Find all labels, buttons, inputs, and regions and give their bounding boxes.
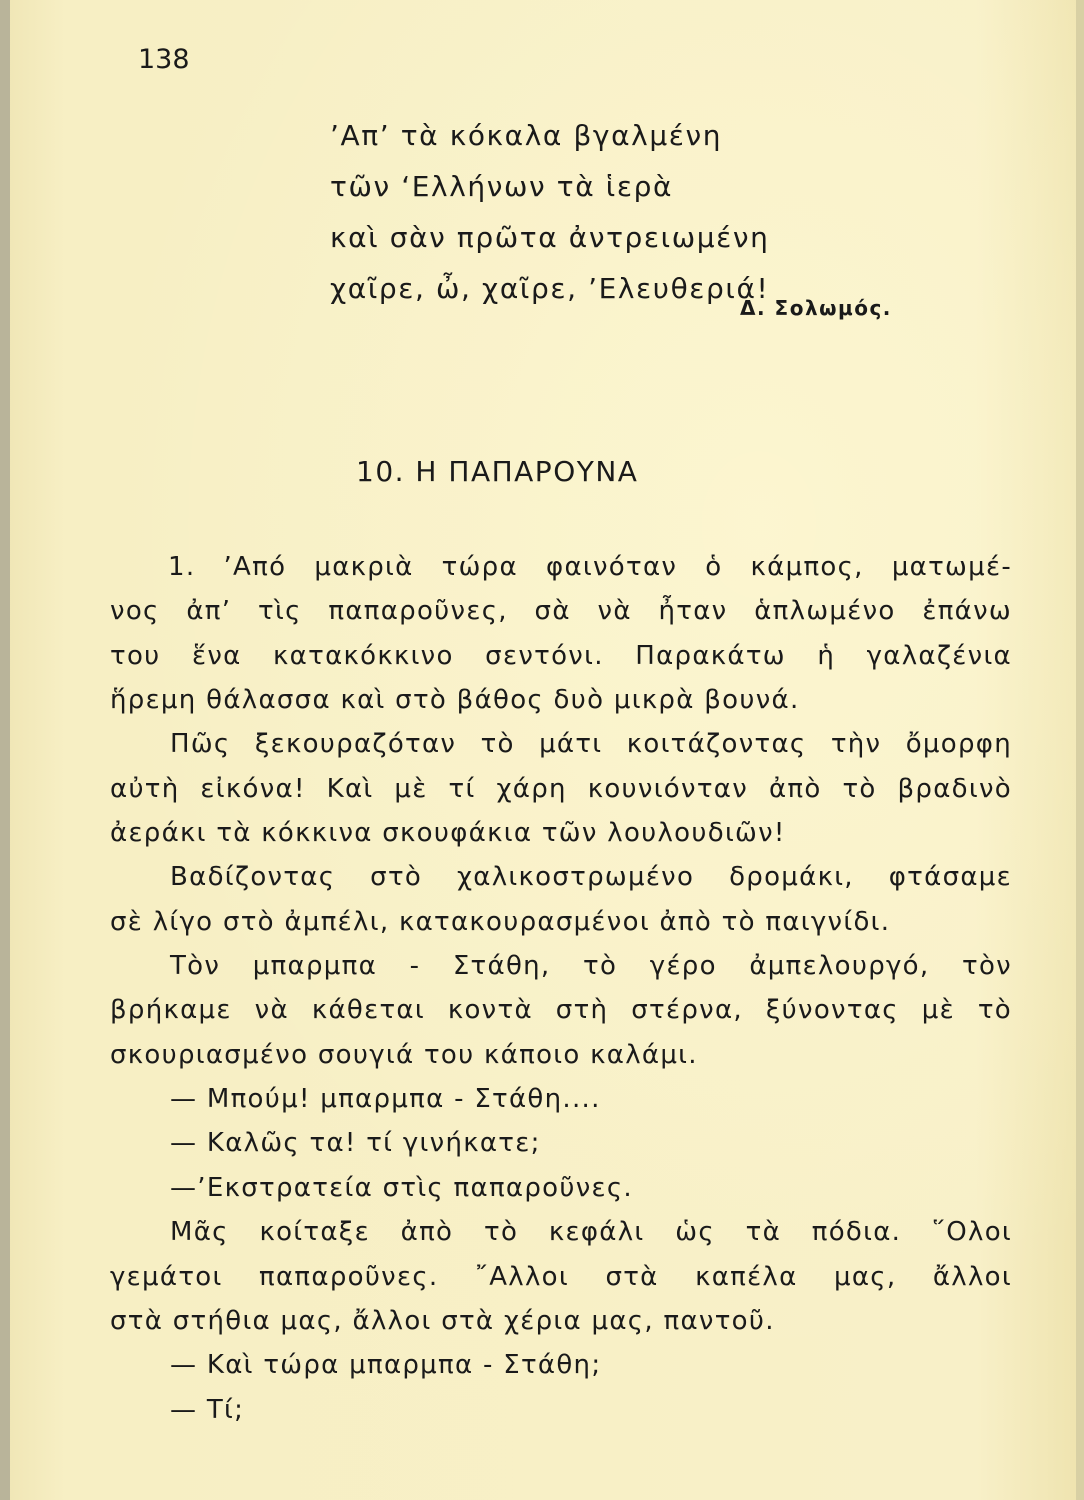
text-line: Πῶς ξεκουραζόταν τὸ μάτι κοιτάζοντας τὴν ὄμορφη (170, 729, 1012, 760)
dialogue-line: — Καλῶς τα! τί γινήκατε; (170, 1128, 541, 1159)
text-line: Βαδίζοντας στὸ χαλικοστρωμένο δρομάκι, φτάσαμε (170, 862, 1012, 893)
chapter-title: 10. Η ΠΑΠΑΡΟΥΝΑ (356, 455, 639, 488)
poem-line: ’Απ’ τὰ κόκαλα βγαλμένη (330, 119, 723, 152)
chapter-body (110, 545, 1012, 1432)
text-line: Μᾶς κοίταξε ἀπὸ τὸ κεφάλι ὡς τὰ πόδια. ῞Ολοι (170, 1217, 1012, 1248)
dialogue-line: — Τί; (170, 1394, 245, 1425)
page-right-edge (1076, 0, 1084, 1500)
text-line: αὐτὴ εἰκόνα! Καὶ μὲ τί χάρη κουνιόνταν ἀπὸ τὸ βραδινὸ (110, 773, 1012, 804)
poem-attribution: Δ. Σολωμός. (740, 296, 892, 320)
text-line: γεμάτοι παπαροῦνες. ῎Αλλοι στὰ καπέλα μας, ἄλλοι (110, 1261, 1012, 1292)
poem-stanza (330, 110, 930, 314)
page-number: 138 (138, 44, 190, 75)
page-shadow-edge (0, 0, 10, 1500)
dialogue-line: — Καὶ τώρα μπαρμπα - Στάθη; (170, 1350, 602, 1381)
text-line: ἥρεμη θάλασσα καὶ στὸ βάθος δυὸ μικρὰ βουνά. (110, 685, 800, 716)
text-line: βρήκαμε νὰ κάθεται κοντὰ στὴ στέρνα, ξύνοντας μὲ τὸ (110, 995, 1012, 1026)
text-line: 1. ’Από μακριὰ τώρα φαινόταν ὁ κάμπος, ματωμέ- (168, 552, 1012, 582)
poem-line: τῶν ‘Ελλήνων τὰ ἱερὰ (330, 170, 674, 203)
text-line: σκουριασμένο σουγιά του κάποιο καλάμι. (110, 1039, 698, 1070)
text-line: σὲ λίγο στὸ ἀμπέλι, κατακουρασμένοι ἀπὸ τὸ παιγνίδι. (110, 906, 891, 937)
dialogue-line: — Μπούμ! μπαρμπα - Στάθη.... (170, 1084, 601, 1115)
text-line: του ἕνα κατακόκκινο σεντόνι. Παρακάτω ἡ γαλαζένια (110, 640, 1012, 671)
poem-line: καὶ σὰν πρῶτα ἀντρειωμένη (330, 221, 770, 254)
text-line: νος ἀπ’ τὶς παπαροῦνες, σὰ νὰ ἦταν ἁπλωμένο ἐπάνω (110, 596, 1012, 627)
poem-line: χαῖρε, ὦ, χαῖρε, ’Ελευθεριά! (330, 272, 770, 305)
text-line: στὰ στήθια μας, ἄλλοι στὰ χέρια μας, παντοῦ. (110, 1305, 775, 1336)
text-line: ἀεράκι τὰ κόκκινα σκουφάκια τῶν λουλουδιῶν! (110, 818, 786, 849)
dialogue-line: —’Εκστρατεία στὶς παπαροῦνες. (170, 1172, 633, 1203)
text-line: Τὸν μπαρμπα - Στάθη, τὸ γέρο ἀμπελουργό, τὸν (170, 951, 1012, 982)
